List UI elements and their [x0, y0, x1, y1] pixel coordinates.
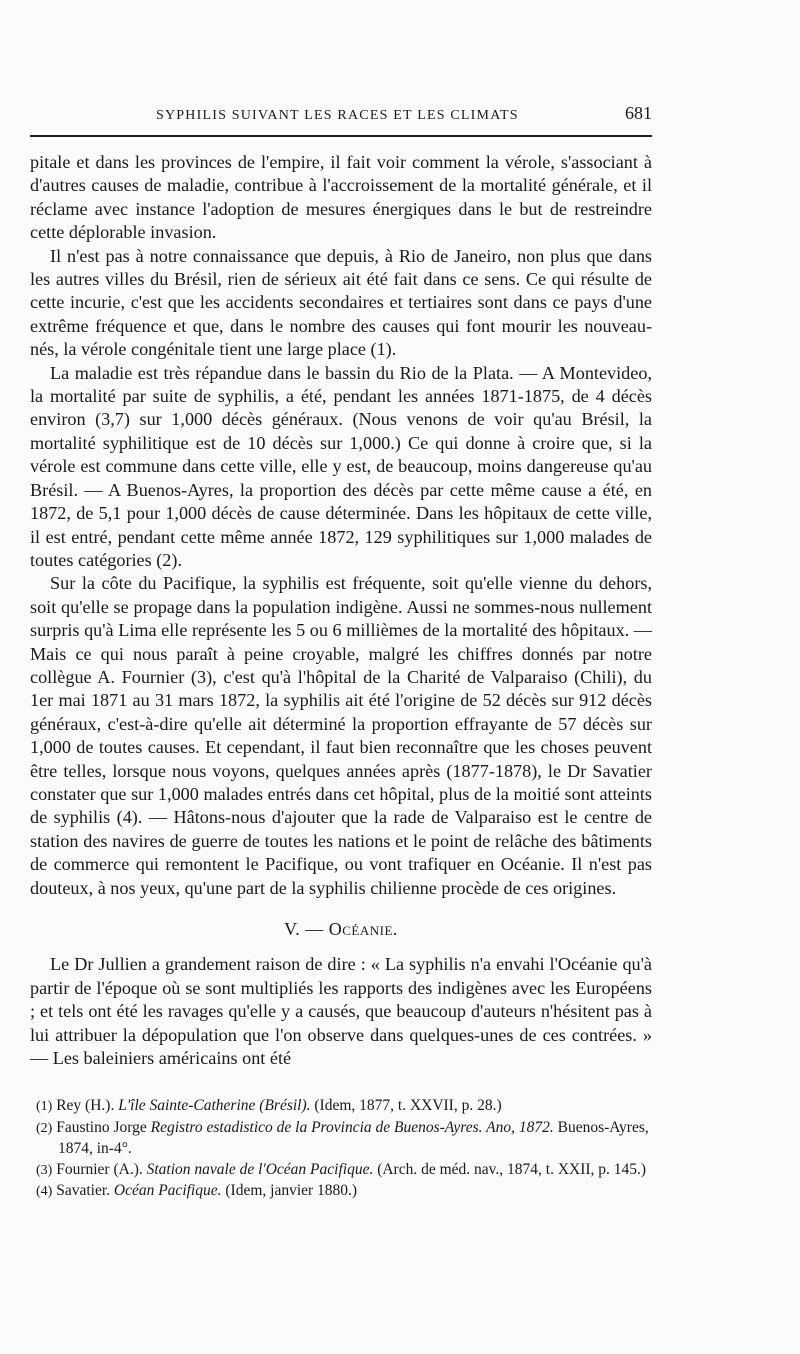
- main-text: [30, 151, 652, 1070]
- footnote-title: Océan Pacifique.: [113, 1182, 222, 1199]
- section-heading: V. — Océanie.: [284, 919, 398, 939]
- footnote-2: [30, 1118, 652, 1160]
- footnote-source: (Idem, janvier 1880.): [225, 1182, 358, 1199]
- footnote-1: [30, 1096, 652, 1118]
- footnote-source: (Arch. de méd. nav., 1874, t. XXII, p. 145.): [377, 1160, 647, 1178]
- paragraph-1: pitale et dans les provinces de l'empire, il fait voir comment la vérole, s'associant à d'autres causes de maladie, contribue à l'accroissement de la mortalité générale, et il réclame avec instance l'adoption de mesures énergiques dans le but de restreindre cette déplorable invasion.: [30, 152, 652, 243]
- footnote-title: Station navale de l'Océan Pacifique.: [146, 1160, 374, 1178]
- paragraph-2: Il n'est pas à notre connaissance que depuis, à Rio de Janeiro, non plus que dans les autres villes du Brésil, rien de sérieux ait été fait dans ce sens. Ce qui résulte de cette incurie, c'est que les accidents secondaires et tertiaires sont dans ce pays d'une extrême fréquence et que, dans le nombre des causes qui font mourir les nouveau-nés, la vérole congénitale tient une large place (1).: [30, 245, 652, 360]
- footnotes: [30, 1096, 652, 1203]
- page-number: 681: [625, 103, 652, 123]
- footnote-number: (1): [36, 1099, 53, 1114]
- page-header: [30, 101, 652, 131]
- footnote-title: L'île Sainte-Catherine (Brésil).: [118, 1097, 311, 1114]
- footnote-number: (2): [36, 1120, 53, 1136]
- footnote-4: [30, 1181, 652, 1203]
- footnote-author: Faustino Jorge: [56, 1118, 147, 1136]
- paragraph-3: La maladie est très répandue dans le bassin du Rio de la Plata. — A Montevideo, la mortalité par suite de syphilis, a été, pendant les années 1871-1875, de 4 décès environ (3,7) sur 1,000 décès généraux. (Nous venons de voir qu'au Brésil, la mortalité syphilitique est de 10 décès sur 1,000.) Ce qui donne à croire que, si la vérole est commune dans cette ville, elle y est, de beaucoup, moins dangereuse qu'au Brésil. — A Buenos-Ayres, la proportion des décès par cette même cause a été, en 1872, de 5,1 pour 1,000 décès de cause déterminée. Dans les hôpitaux de cette ville, il est entré, pendant cette même année 1872, 129 syphilitiques sur 1,000 malades de toutes catégories (2).: [30, 362, 652, 570]
- footnote-title: Registro estadistico de la Provincia de Buenos-Ayres. Ano, 1872.: [150, 1118, 554, 1136]
- footnote-number: (3): [36, 1162, 53, 1178]
- footnote-author: Fournier (A.).: [56, 1160, 143, 1178]
- footnote-source: Buenos-Ayres, 1874, in-4°.: [58, 1118, 649, 1157]
- header-rule: [30, 135, 652, 137]
- paragraph-5: Le Dr Jullien a grandement raison de dire : « La syphilis n'a envahi l'Océanie qu'à partir de l'époque où se sont multipliés les rapports des indigènes avec les Européens ; et tels ont été les ravages qu'elle y a causés, que beaucoup d'auteurs n'hésitent pas à lui attribuer la dépopulation que l'on observe dans quelques-unes de ces contrées. » — Les baleiniers américains ont été: [30, 954, 652, 1069]
- running-title: SYPHILIS SUIVANT LES RACES ET LES CLIMATS: [156, 108, 519, 123]
- footnote-author: Rey (H.).: [56, 1097, 115, 1114]
- paragraph-4: Sur la côte du Pacifique, la syphilis est fréquente, soit qu'elle vienne du dehors, soit qu'elle se propage dans la population indigène. Aussi ne sommes-nous nullement surpris qu'à Lima elle représente les 5 ou 6 millièmes de la mortalité des hôpitaux. — Mais ce qui nous paraît à peine croyable, malgré les chiffres donnés par notre collègue A. Fournier (3), c'est qu'à l'hôpital de la Charité de Valparaiso (Chili), du 1er mai 1871 au 31 mars 1872, la syphilis ait été l'origine de 52 décès sur 912 décès généraux, c'est-à-dire qu'elle ait déterminé la proportion effrayante de 57 décès sur 1,000 de toutes causes. Et cependant, il faut bien reconnaître que les choses peuvent être telles, lorsque nous voyons, quelques années après (1877-1878), le Dr Savatier constater que sur 1,000 malades entrés dans cet hôpital, plus de la moitié sont atteints de syphilis (4). — Hâtons-nous d'ajouter que la rade de Valparaiso est le centre de station des navires de guerre de toutes les nations et le point de relâche des bâtiments de commerce qui remontent le Pacifique, ou vont trafiquer en Océanie. Il n'est pas douteux, à nos yeux, qu'une part de la syphilis chilienne procède de ces origines.: [30, 573, 652, 898]
- footnote-source: (Idem, 1877, t. XXVII, p. 28.): [314, 1097, 502, 1114]
- footnote-3: [30, 1160, 652, 1182]
- footnote-number: (4): [36, 1184, 53, 1199]
- footnote-author: Savatier.: [56, 1182, 111, 1199]
